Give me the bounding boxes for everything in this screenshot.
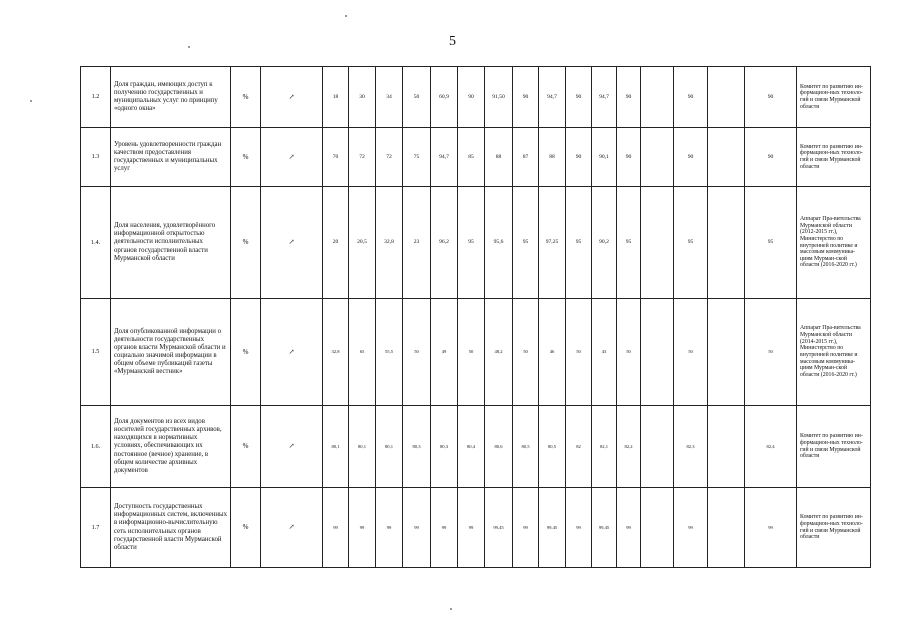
value-cell: 23 [403,187,431,299]
table-row [81,488,871,568]
value-cell: 90 [745,67,797,128]
value-cell: 90 [513,67,539,128]
value-cell: 96,2 [431,187,458,299]
trend-symbol: ↗ [261,67,323,128]
scan-speck [450,608,452,610]
value-cell: 50 [566,299,592,406]
value-cell: 94,7 [431,128,458,187]
responsible-executor: Аппарат Пра-вительства Мурманской области (2014-2015 гг.), Министерство по внутренней политике и массовым коммуника-циям Мурман-ской области (2016-2020 гг.) [797,299,871,406]
table-row [81,406,871,488]
value-cell: 80,1 [349,406,376,488]
value-cell: 95 [745,187,797,299]
value-cell [708,406,745,488]
value-cell: 95 [566,187,592,299]
value-cell: 60,9 [431,67,458,128]
value-cell: 94,7 [592,67,617,128]
value-cell: 91,50 [485,67,513,128]
value-cell: 49 [431,299,458,406]
value-cell [641,128,674,187]
value-cell: 95,6 [485,187,513,299]
value-cell: 99 [403,488,431,568]
value-cell: 95 [513,187,539,299]
table-row [81,128,871,187]
value-cell: 99 [376,488,403,568]
value-cell: 90,2 [592,187,617,299]
value-cell: 65 [349,299,376,406]
indicators-table [80,66,871,568]
row-number: 1.7 [81,488,111,568]
value-cell: 50 [617,299,641,406]
value-cell: 90 [566,128,592,187]
scan-speck [30,100,32,102]
value-cell: 90 [617,67,641,128]
trend-symbol: ↗ [261,187,323,299]
unit-cell: % [231,67,261,128]
table-row [81,67,871,128]
row-number: 1.3 [81,128,111,187]
trend-symbol: ↗ [261,406,323,488]
value-cell: 90,1 [592,128,617,187]
value-cell: 88 [485,128,513,187]
value-cell: 75 [403,128,431,187]
value-cell: 90 [566,67,592,128]
value-cell: 80,1 [323,406,349,488]
value-cell: 72 [376,128,403,187]
row-number: 1.5 [81,299,111,406]
responsible-executor: Комитет по развитию ин-формацион-ных техноло-гий и связи Мурманской области [797,488,871,568]
scan-speck [188,46,190,48]
value-cell: 50 [513,299,539,406]
value-cell [708,187,745,299]
value-cell [641,299,674,406]
value-cell: 80,1 [376,406,403,488]
indicator-name: Доля опубликованной информации о деятельности государственных органов власти Мурманской области и социально значимой информации в общем объеме публикаций газеты «Мурманский вестник» [111,299,231,406]
value-cell: 50 [403,67,431,128]
value-cell: 82,4 [745,406,797,488]
value-cell: 99 [323,488,349,568]
value-cell: 32,8 [376,187,403,299]
unit-cell: % [231,128,261,187]
value-cell: 80,3 [431,406,458,488]
value-cell: 50 [745,299,797,406]
indicator-name: Доступность государственных информационных систем, включенных в информационно-вычислительную сеть исполнительных органов государственной власти Мурманской области [111,488,231,568]
value-cell: 88 [539,128,566,187]
value-cell: 95 [617,187,641,299]
value-cell: 82,2 [617,406,641,488]
value-cell: 99 [674,488,708,568]
value-cell: 82,3 [674,406,708,488]
value-cell [708,299,745,406]
responsible-executor: Комитет по развитию ин-формацион-ных техноло-гий и связи Мурманской области [797,67,871,128]
value-cell: 87 [513,128,539,187]
value-cell: 32,8 [323,299,349,406]
trend-symbol: ↗ [261,488,323,568]
value-cell [641,406,674,488]
value-cell: 80,3 [403,406,431,488]
value-cell: 99 [431,488,458,568]
value-cell: 99 [745,488,797,568]
value-cell: 82 [566,406,592,488]
value-cell [708,488,745,568]
value-cell: 48,2 [485,299,513,406]
value-cell: 80,4 [458,406,485,488]
trend-symbol: ↗ [261,299,323,406]
value-cell: 50 [403,299,431,406]
value-cell: 97,25 [539,187,566,299]
value-cell [641,187,674,299]
unit-cell: % [231,406,261,488]
value-cell: 50 [674,299,708,406]
value-cell: 90 [458,67,485,128]
table-row [81,299,871,406]
trend-symbol: ↗ [261,128,323,187]
value-cell: 80,6 [485,406,513,488]
value-cell: 90 [745,128,797,187]
page-number: 5 [449,34,456,49]
value-cell: 90 [674,67,708,128]
value-cell: 50 [458,299,485,406]
value-cell: 20,5 [349,187,376,299]
value-cell: 99,45 [485,488,513,568]
value-cell: 99 [617,488,641,568]
value-cell: 99 [513,488,539,568]
value-cell: 99,45 [539,488,566,568]
scan-speck [345,15,347,17]
value-cell: 85 [458,128,485,187]
unit-cell: % [231,488,261,568]
value-cell: 72 [349,128,376,187]
table-row [81,187,871,299]
value-cell: 80,5 [539,406,566,488]
value-cell: 95 [458,187,485,299]
row-number: 1.6. [81,406,111,488]
value-cell [641,488,674,568]
value-cell: 94,7 [539,67,566,128]
indicator-name: Доля населения, удовлетворённого информационной открытостью деятельности исполнительных органов государственной власти Мурманской области [111,187,231,299]
row-number: 1.4. [81,187,111,299]
value-cell [708,67,745,128]
responsible-executor: Аппарат Пра-вительства Мурманской области (2012-2015 гг.), Министерство по внутренней политике и массовым коммуника-циям Мурман-ской области (2016-2020 гг.) [797,187,871,299]
value-cell [708,128,745,187]
value-cell: 99,45 [592,488,617,568]
value-cell: 55,5 [376,299,403,406]
value-cell: 99 [349,488,376,568]
value-cell: 30 [349,67,376,128]
value-cell: 90 [617,128,641,187]
value-cell: 70 [323,128,349,187]
indicator-name: Доля документов из всех видов носителей государственных архивов, находящихся в нормативных условиях, обеспечивающих их постоянное (вечное) хранение, в общем количестве архивных документов [111,406,231,488]
row-number: 1.2 [81,67,111,128]
value-cell: 99 [566,488,592,568]
responsible-executor: Комитет по развитию ин-формацион-ных техноло-гий и связи Мурманской области [797,128,871,187]
value-cell: 18 [323,67,349,128]
value-cell: 43 [592,299,617,406]
value-cell: 46 [539,299,566,406]
value-cell: 95 [674,187,708,299]
value-cell: 34 [376,67,403,128]
value-cell: 99 [458,488,485,568]
value-cell: 80,5 [513,406,539,488]
value-cell: 20 [323,187,349,299]
value-cell: 90 [674,128,708,187]
value-cell [641,67,674,128]
responsible-executor: Комитет по развитию ин-формацион-ных техноло-гий и связи Мурманской области [797,406,871,488]
unit-cell: % [231,299,261,406]
indicator-name: Уровень удовлетворенности граждан качеством предоставления государственных и муниципальных услуг [111,128,231,187]
indicator-name: Доля граждан, имеющих доступ к получению государственных и муниципальных услуг по принципу «одного окна» [111,67,231,128]
value-cell: 82,1 [592,406,617,488]
unit-cell: % [231,187,261,299]
